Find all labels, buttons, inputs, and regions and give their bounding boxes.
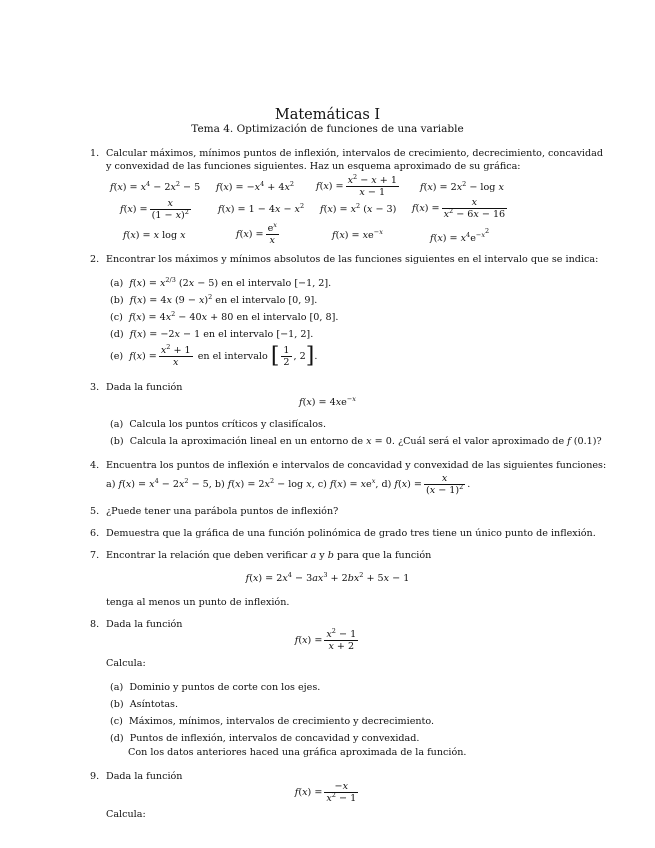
- problem-2d: (d) f(x) = −2x − 1 en el intervalo [−1, 2].: [110, 329, 314, 340]
- problem-1-number: 1.: [90, 148, 100, 159]
- function-1-6: $f(x) = 1 - 4x - x^2$: [218, 202, 305, 215]
- problem-3a-text: Calcula los puntos críticos y clasifícalos.: [129, 419, 326, 430]
- problem-6-intro: Demuestra que la gráfica de una función polinómica de grado tres tiene un único punto de inflexión.: [106, 528, 596, 539]
- problem-2c-label: (c): [110, 312, 123, 323]
- problem-5-intro: ¿Puede tener una parábola puntos de inflexión?: [106, 506, 339, 517]
- function-1-10: f(x) = $\frac{e^x}{x}$: [236, 221, 277, 246]
- function-1-12: $f(x) = x^4e^{-x^2}$: [430, 227, 490, 244]
- problem-2b-interval: [0, 9]: [288, 295, 315, 306]
- problem-9-intro: Dada la función: [106, 771, 183, 782]
- problem-2-number: 2.: [90, 254, 100, 265]
- problem-2b-label: (b): [110, 295, 124, 306]
- problem-8d-label: (d): [110, 733, 124, 744]
- function-1-11: $f(x) = xe^{-x}$: [332, 228, 383, 241]
- problem-8b-text: Asíntotas.: [129, 699, 179, 710]
- problem-7-intro: Encontrar la relación que deben verificar a y b para que la función: [106, 550, 432, 561]
- problem-8c-label: (c): [110, 716, 123, 727]
- function-1-1: $f(x) = x^4 - 2x^2 - 5$: [110, 180, 201, 193]
- problem-8b-label: (b): [110, 699, 124, 710]
- problem-8a-label: (a): [110, 682, 124, 693]
- problem-3b-label: (b): [110, 436, 124, 447]
- function-1-5: f(x) = $\frac{x}{(1 - x)^2}$: [120, 198, 189, 221]
- problem-2e-interval-text: en el intervalo: [194, 351, 271, 362]
- function-1-3: f(x) = $\frac{x^2 - x + 1}{x - 1}$: [316, 173, 397, 198]
- problem-8c: [110, 717, 434, 727]
- problem-3-number: 3.: [90, 382, 100, 393]
- function-1-8: f(x) = $\frac{x}{x^2 - 6x - 16}$: [412, 197, 506, 220]
- problem-3b: (b) Calcula la aproximación lineal en un entorno de x = 0. ¿Cuál será el valor aproximado de f (0.1)?: [110, 436, 602, 447]
- problem-3-function: $f(x) = 4xe^{-x}$: [299, 395, 356, 408]
- problem-3b-text-after: . ¿Cuál será el valor aproximado de: [391, 436, 568, 447]
- problem-2a-interval-text: en el intervalo: [218, 278, 295, 289]
- problem-9-function: f(x) = $\frac{-x}{x^2 - 1}$: [294, 781, 357, 804]
- problem-3-intro: Dada la función: [106, 382, 183, 393]
- problem-5-number: 5.: [90, 506, 100, 517]
- problem-3a-label: (a): [110, 419, 124, 430]
- problem-9-number: 9.: [90, 771, 100, 782]
- problem-2d-label: (d): [110, 329, 124, 340]
- problem-2d-interval-text: en el intervalo: [200, 329, 277, 340]
- problem-8-function: f(x) = $\frac{x^2 - 1}{x + 2}$: [294, 627, 357, 652]
- problem-4-intro: Encuentra los puntos de inflexión e intervalos de concavidad y convexidad de las siguientes funciones:: [106, 460, 607, 471]
- problem-7-outro: tenga al menos un punto de inflexión.: [106, 597, 290, 608]
- function-1-2: $f(x) = -x^4 + 4x^2$: [216, 180, 295, 193]
- problem-2c-interval: [0, 8]: [309, 312, 336, 323]
- problem-9-calcula: Calcula:: [106, 809, 146, 820]
- function-1-4: $f(x) = 2x^2 - \log x$: [420, 180, 504, 193]
- problem-8c-text: Máximos, mínimos, intervalos de crecimiento y decrecimiento.: [128, 716, 435, 727]
- problem-2c-interval-text: en el intervalo: [233, 312, 310, 323]
- problem-8a-text: Dominio y puntos de corte con los ejes.: [129, 682, 321, 693]
- problem-8d-text2: Con los datos anteriores haced una gráfica aproximada de la función.: [128, 747, 467, 758]
- problem-1-intro-line2: y convexidad de las funciones siguientes. Haz un esquema aproximado de su gráfica:: [106, 161, 521, 172]
- problem-2c: (c) $f(x) = 4x^2 - 40x + 80$ en el intervalo [0, 8].: [110, 310, 339, 323]
- problem-4-functions: a) $f(x) = x^4 - 2x^2 - 5$, b) $f(x) = 2x^2 - \log x$, c) $f(x) = xe^x$, d) f(x) = $\frac{x}{(x - 1)^2}$ .: [106, 473, 471, 496]
- problem-2e: (e) f(x) = $\frac{x^2 + 1}{x}$ en el intervalo [ $\frac{1}{2}$ , 2].: [110, 343, 318, 369]
- problem-3b-text-before: Calcula la aproximación lineal en un entorno de: [129, 436, 367, 447]
- problem-2a: (a) $f(x) = x^{2/3}$ (2x − 5) en el intervalo [−1, 2].: [110, 276, 332, 289]
- problem-2a-interval: [−1, 2]: [294, 278, 329, 289]
- problem-8a: [110, 683, 320, 693]
- problem-1-intro-line1: Calcular máximos, mínimos puntos de inflexión, intervalos de crecimiento, decrecimiento, concavidad: [106, 148, 603, 159]
- problem-7-function: $f(x) = 2x^4 - 3ax^3 + 2bx^2 + 5x - 1$: [245, 571, 410, 584]
- problem-2b: (b) f(x) = 4x $(9 - x)^2$ en el intervalo [0, 9].: [110, 293, 318, 306]
- problem-4-number: 4.: [90, 460, 100, 471]
- problem-2d-interval: [−1, 2]: [276, 329, 311, 340]
- function-1-7: $f(x) = x^2$ (x − 3): [320, 202, 397, 215]
- problem-8-intro: Dada la función: [106, 619, 183, 630]
- problem-2e-label: (e): [110, 351, 124, 362]
- problem-8d-text: Puntos de inflexión, intervalos de concavidad y convexidad.: [129, 733, 420, 744]
- page-subtitle: Tema 4. Optimización de funciones de una variable: [191, 123, 464, 135]
- problem-8-number: 8.: [90, 619, 100, 630]
- problem-2b-interval-text: en el intervalo: [212, 295, 289, 306]
- problem-8b: [110, 700, 178, 710]
- problem-8d: [110, 734, 419, 744]
- function-1-9: f(x) = x log x: [123, 230, 186, 241]
- problem-6-number: 6.: [90, 528, 100, 539]
- problem-7-intro-after: para que la función: [333, 550, 432, 561]
- problem-7-number: 7.: [90, 550, 100, 561]
- problem-2-intro: Encontrar los máximos y mínimos absolutos de las funciones siguientes en el intervalo que se indica:: [106, 254, 599, 265]
- problem-2a-label: (a): [110, 278, 124, 289]
- problem-7-intro-middle: y: [316, 550, 328, 561]
- problem-8-calcula: Calcula:: [106, 658, 146, 669]
- page-title: Matemáticas I: [274, 107, 381, 123]
- problem-7-intro-before: Encontrar la relación que deben verificar: [106, 550, 311, 561]
- problem-3a: [110, 420, 326, 430]
